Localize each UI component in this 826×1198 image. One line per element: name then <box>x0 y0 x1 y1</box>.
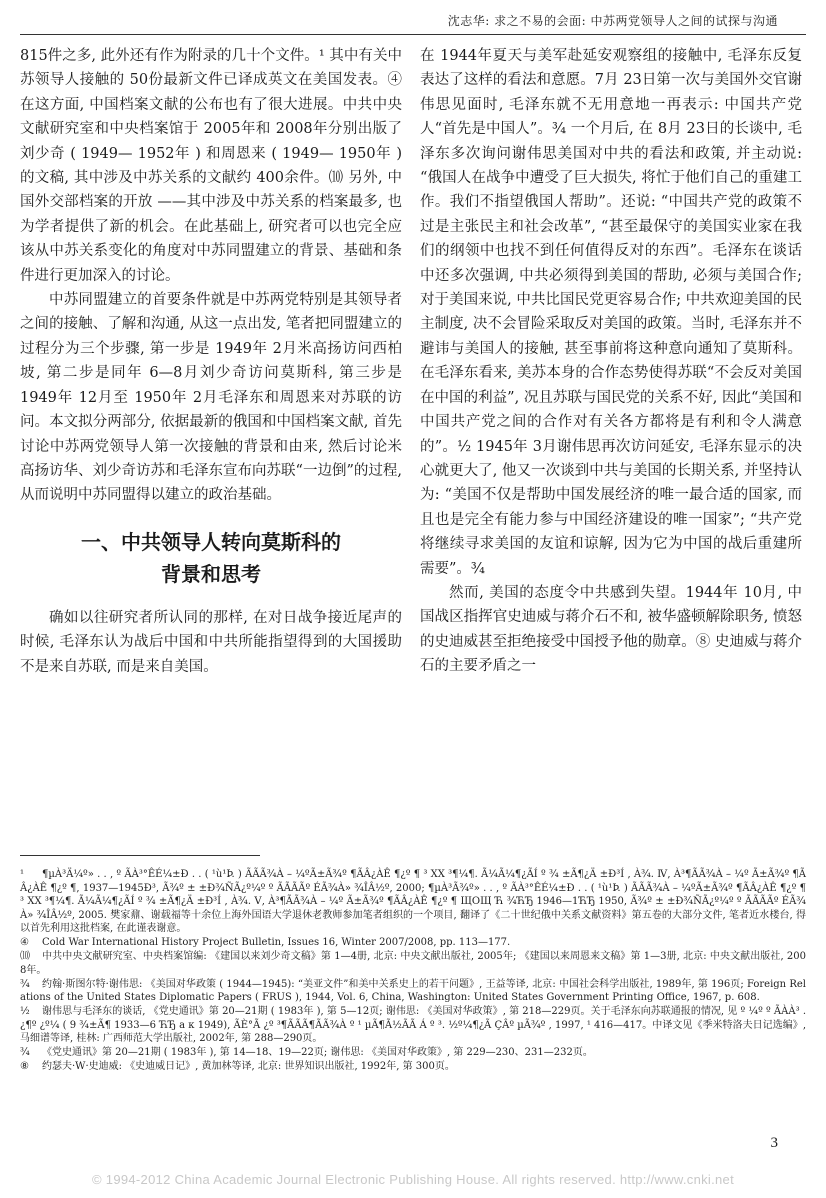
header-rule <box>20 34 806 35</box>
right-paragraph-2: 然而, 美国的态度令中共感到失望。1944年 10月, 中国战区指挥官史迪威与蒋介石不和, 被华盛顿解除职务, 愤怒的史迪威甚至拒绝接受中国授予他的勋章。⑧ 史迪威与蒋介石的主要矛盾之一 <box>420 584 802 675</box>
section-title <box>20 526 402 590</box>
footnote-text: 约瑟夫·W·史迪威: 《史迪威日记》, 黄加林等译, 北京: 世界知识出版社, 1992年, 第 300页。 <box>42 1061 455 1072</box>
left-paragraph-1: 815件之多, 此外还有作为附录的几十个文件。¹ 其中有关中苏领导人接触的 50份最新文件已译成英文在美国发表。④ 在这方面, 中国档案文献的公布也有了很大进展。中共中央文献研究室和中央档案馆于 2005年和 2008年分别出版了刘少奇 ( 1949— 1952年 ) 和周恩来 ( 1949— 1950年 ) 的文稿, 其中涉及中苏关系的文献约 400余件。⑽ 另外, 中国外交部档案的开放 ——其中涉及中苏关系的档案最多, 也为学者提供了新的机会。在此基础上, 研究者可以也完全应该从中苏关系变化的角度对中苏同盟建立的背景、基础和条件进行更加深入的讨论。 <box>20 48 402 284</box>
footnote-rule <box>20 855 260 856</box>
footnote <box>20 1005 806 1046</box>
footnote-mark: ¹ <box>20 869 25 880</box>
right-column <box>420 44 802 679</box>
footnote <box>20 1060 806 1074</box>
footnote-text: 中共中央文献研究室、中央档案馆编: 《建国以来刘少奇文稿》第 1—4册, 北京: 中央文献出版社, 2005年; 《建国以来周恩来文稿》第 1—3册, 北京: 中央文献出版社, 2008年。 <box>20 951 806 976</box>
section-title-line-1: 一、中共领导人转向莫斯科的 <box>81 529 341 554</box>
copyright-footer: © 1994-2012 China Academic Journal Electronic Publishing House. All rights reserved. http://www.cnki.net <box>92 1172 734 1187</box>
footnote-text: Cold War International History Project Bulletin, Issues 16, Winter 2007/2008, pp. 113—177. <box>42 937 511 948</box>
left-paragraph-3: 确如以往研究者所认同的那样, 在对日战争接近尾声的时候, 毛泽东认为战后中国和中共所能指望得到的大国援助不是来自苏联, 而是来自美国。 <box>20 609 402 675</box>
footnote-text: 约翰·斯图尔特·谢伟思: 《美国对华政策 ( 1944—1945): “美亚文件”和美中关系史上的若干问题》, 王益等译, 北京: 中国社会科学出版社, 1989年, 第 196页; Foreign Relations of the United States Diplomatic Papers ( FRUS ), 1944, Vol. 6, China, Washington: United States Government Printing Office, 1967, p. 608. <box>20 978 806 1003</box>
right-paragraph-1: 在 1944年夏天与美军赴延安观察组的接触中, 毛泽东反复表达了这样的看法和意愿。7月 23日第一次与美国外交官谢伟思见面时, 毛泽东就不无用意地一再表示: 中国共产党人“首先是中国人”。¾ 一个月后, 在 8月 23日的长谈中, 毛泽东多次询问谢伟思美国对中共的看法和政策, 并主动说: “俄国人在战争中遭受了巨大损失, 将忙于他们自己的重建工作。我们不指望俄国人帮助”。还说: “中国共产党的政策不过是主张民主和社会改革”, “甚至最保守的美国实业家在我们的纲领中也找不到任何值得反对的东西”。毛泽东在谈话中还多次强调, 中共必须得到美国的帮助, 必须与美国合作; 对于美国来说, 中共比国民党更容易合作; 中共欢迎美国的民主制度, 决不会冒险采取反对美国的政策。当时, 毛泽东并不避讳与美国人的接触, 甚至事前将这种意向通知了莫斯科。在毛泽东看来, 美苏本身的合作态势使得苏联“不会反对美国在中国的利益”, 况且苏联与国民党的关系不好, 因此“美国和中国共产党之间的合作对有关各方都将是有利和令人满意的”。½ 1945年 3月谢伟思再次访问延安, 毛泽东显示的决心就更大了, 他又一次谈到中共与美国的长期关系, 并坚持认为: “美国不仅是帮助中国发展经济的唯一最合适的国家, 而且也是完全有能力参与中国经济建设的唯一国家”; “共产党将继续寻求美国的友谊和谅解, 因为它为中国的战后重建所需要”。¾ <box>420 48 802 577</box>
footnote-mark: ¾ <box>20 978 30 990</box>
footnote <box>20 936 806 950</box>
footnote-mark: ④ <box>20 937 29 948</box>
left-column <box>20 44 402 679</box>
footnote-mark: ¾ <box>20 1047 30 1058</box>
left-paragraph-2: 中苏同盟建立的首要条件就是中苏两党特别是其领导者之间的接触、了解和沟通, 从这一点出发, 笔者把同盟建立的过程分为三个步骤, 第一步是 1949年 2月米高扬访问西柏坡, 第二步是同年 6—8月刘少奇访问莫斯科, 第三步是 1949年 12月至 1950年 2月毛泽东和周恩来对苏联的访问。本文拟分两部分, 依据最新的俄国和中国档案文献, 首先讨论中苏两党领导人第一次接触的背景和由来, 然后讨论米高扬访华、刘少奇访苏和毛泽东宣布向苏联“一边倒”的过程, 从而说明中苏同盟得以建立的政治基础。 <box>20 292 402 504</box>
footnote <box>20 950 806 977</box>
running-head: 沈志华: 求之不易的会面: 中苏两党领导人之间的试探与沟通 <box>447 14 778 28</box>
footnote-text: 《党史通讯》第 20—21期 ( 1983年 ), 第 14—18、19—22页; 谢伟思: 《美国对华政策》, 第 229—230、231—232页。 <box>42 1047 593 1058</box>
footnote-text: ¶µÀ³Ä¼º» . . , º ÃÀ³°ÊÉ¼±Ð . . ( ¹ù¹Þ. ) ÃÃÃ¾À – ¼ºÃ±Ã¾º ¶ÃÂ¿ÀÊ ¶¿º ¶ ³ XX ³¶¼¶. Ã¼Ã¼¶¿ÃÍ º ¾ ±Ã¶¿Ä ±Ð³Í , À¾. Ⅳ, À³¶ÃÃ¾À – ¼º Ã±Ã¾º ¶ÃÂ¿ÀÊ ¶¿º ¶, 1937—1945Ð³, Ã¾º ± ±Ð¾ÑÃ¿º¼º º ÃÃÃÃº ÉÃ¾À» ¾ÎÂ½º, 2000; ¶µÀ³Ã¾º» . . , º ÃÀ³°ÊÉ¼±Ð . . ( ¹ù¹Þ. ) ÃÃÃ¾À – ¼ºÃ±Ã¾º ¶ÃÂ¿ÀÊ ¶¿º ¶ ³ XX ³¶¼¶. Ã¼Ã¼¶¿ÃÍ º ¾ ±Ã¶¿Ä ±Ð³Í , À¾. Ⅴ, À³¶ÃÃ¾À – ¼º Ã±Ã¾º ¶ÃÂ¿ÀÊ ¶¿º ¶ ЩОЩ Ћ ¾ЋЂ 1946—1ЋЂ 1950, Ã¾º ± ±Ð¾ÑÃ¿º¼º º ÃÃÃÃº ÉÃ¾À» ¾ÎÂ½º, 2005. 樊家鼐、谢载福等十余位上海外国语大学退休老教师参加笔者组织的一个项目, 翻译了《二十世纪俄中关系文献资料》第五卷的大部分文件, 笔者近水楼台, 得以首先利用这批档案, 在此谨表谢意。 <box>20 869 806 934</box>
footnote-mark: ⑽ <box>20 951 30 962</box>
footnote-mark: ⑧ <box>20 1061 29 1072</box>
footnote-text: 谢伟思与毛泽东的谈话, 《党史通讯》第 20—21期 ( 1983年 ), 第 5—12页; 谢伟思: 《美国对华政策》, 第 218—229页。关于毛泽东向苏联通报的情况, 见 º ¼º º ÃÀÀ³ . ¿¶º ¿º¼ ( 9 ¾±Ã¶ 1933—6 ЋЂ a к 1949), ÃÈ°Ã ¿º ³¶ÃÃÃ¶ÃÃ¾À º ¹ µÃ¶Ã½ÃÃ Á º ³. ½º¼¶¿Ã ÇÂº µÃ¾º , 1997, ¹ 416—417。中译文见《季米特洛夫日记选编》, 马细谱等译, 桂林: 广西师范大学出版社, 2002年, 第 288—290页。 <box>20 1006 806 1044</box>
footnotes <box>20 868 806 1074</box>
page-number: 3 <box>770 1135 778 1151</box>
footnote <box>20 978 806 1005</box>
section-title-line-2: 背景和思考 <box>161 561 261 586</box>
footnote <box>20 868 806 936</box>
footnote-mark: ½ <box>20 1006 30 1017</box>
footnote <box>20 1046 806 1060</box>
